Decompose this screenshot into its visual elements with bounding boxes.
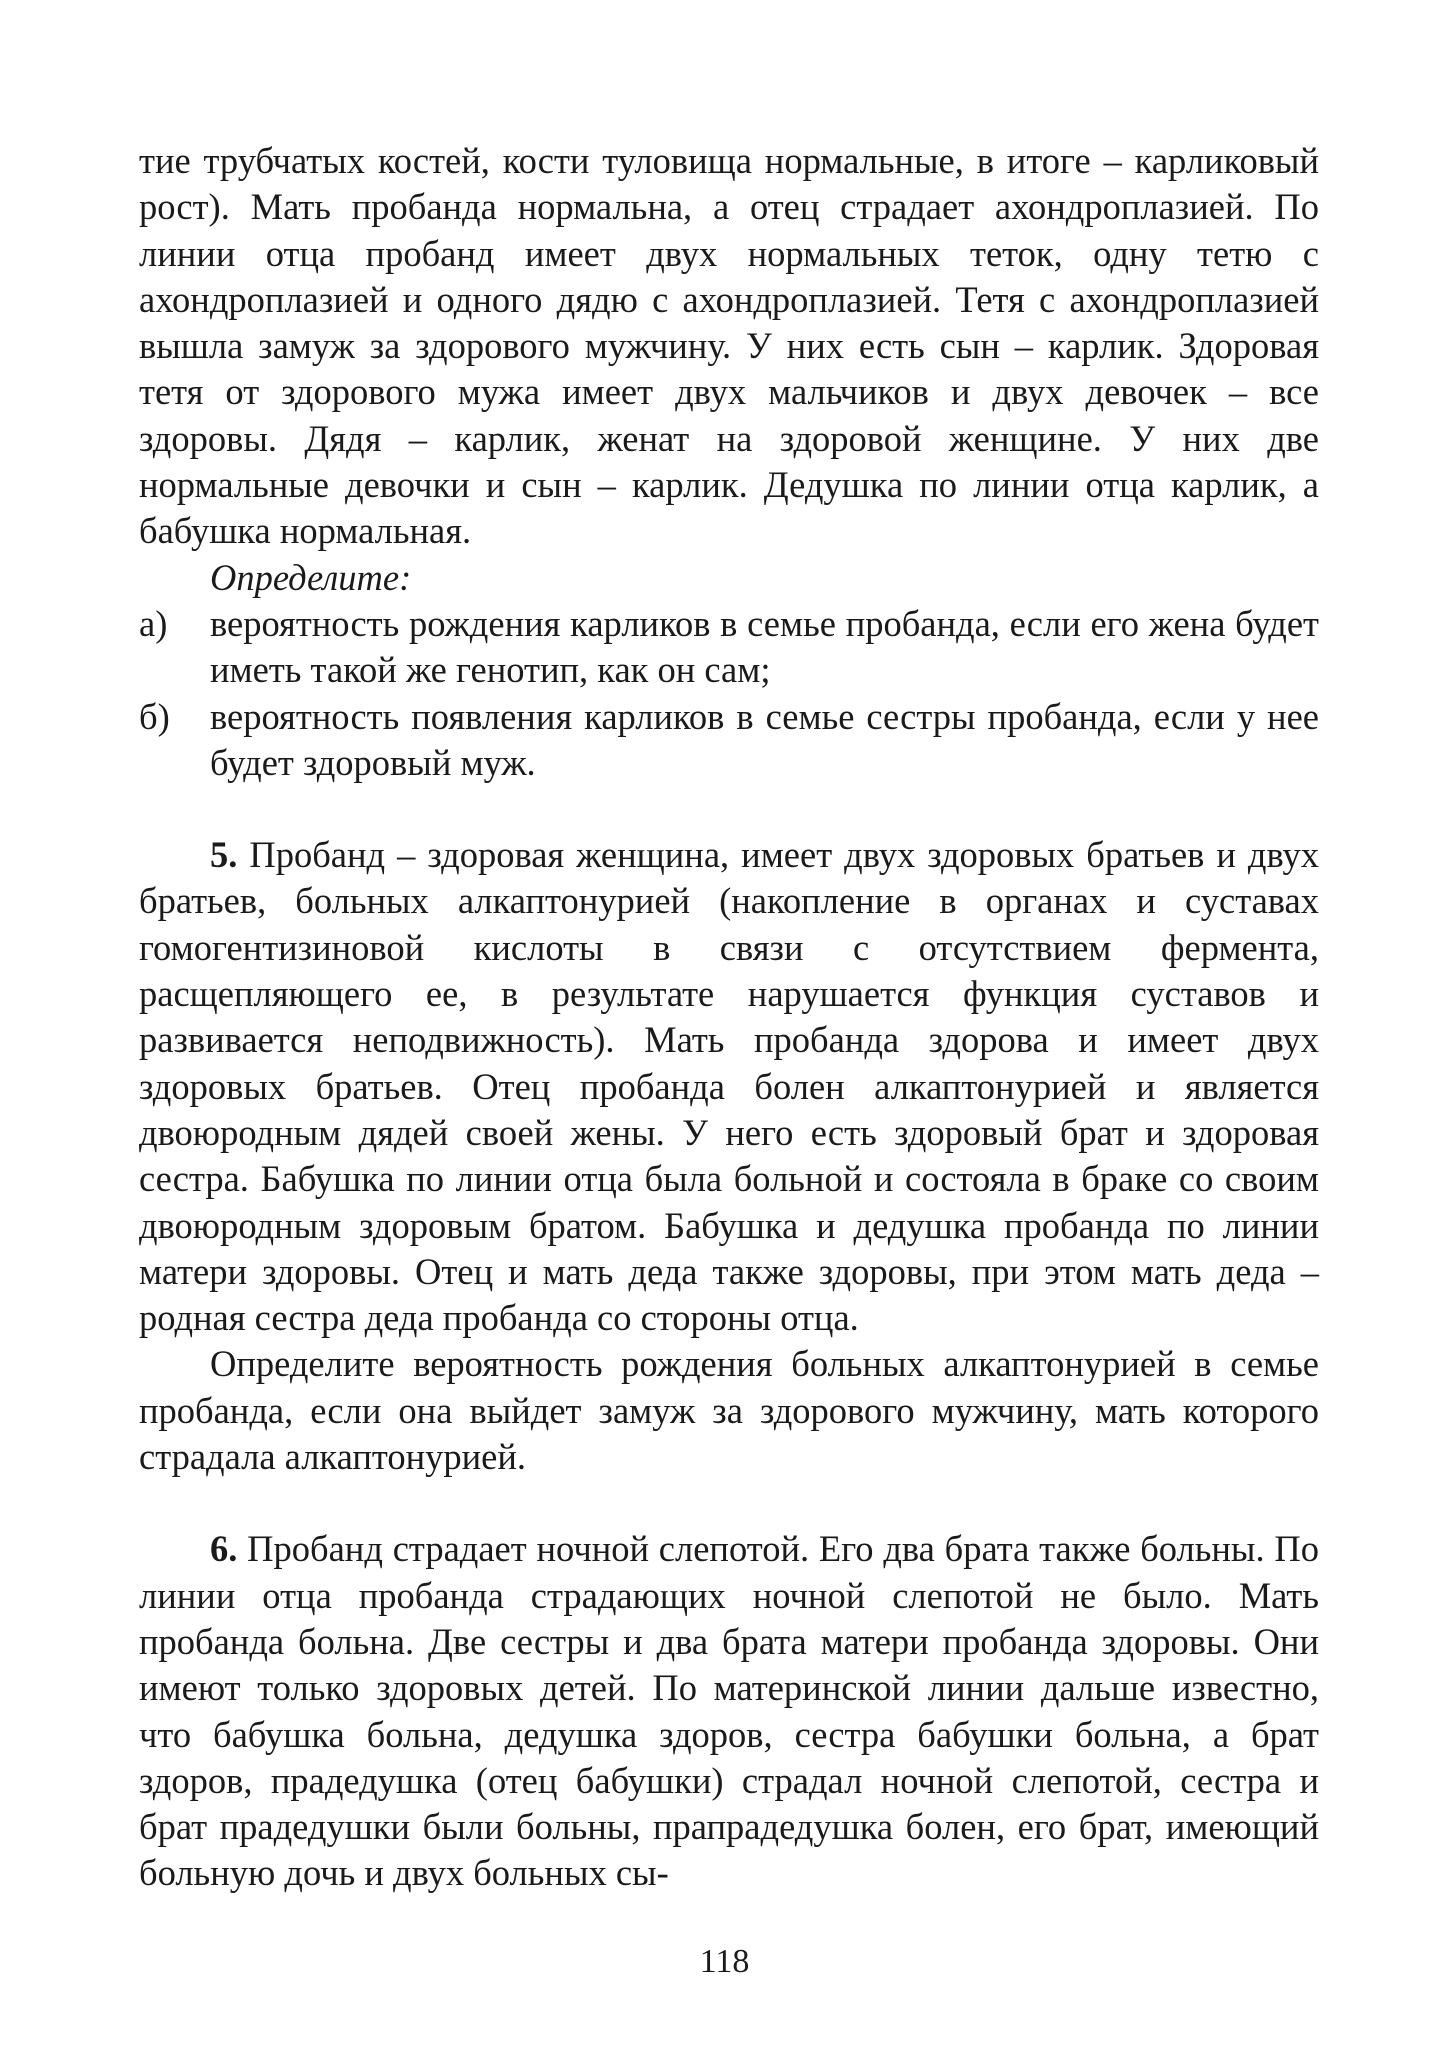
task-5-question: Определите вероятность рождения больных алкаптонурией в семье пробанда, если она выйдет замуж за здорового мужчину, мать которого страдала алкаптонурией.: [139, 1343, 1319, 1478]
question-text: вероятность появления карликов в семье сестры пробанда, если у нее будет здоровый муж.: [210, 695, 1319, 783]
list-marker: б): [139, 695, 170, 737]
task-5-paragraph: [139, 832, 1319, 1341]
continuation-paragraph: тие трубчатых костей, кости туловища нормальные, в итоге – карликовый рост). Мать пробанда нормальна, а отец страдает ахондроплазией. По линии отца пробанд имеет двух нормальных теток, одну тетю с ахондроплазией и одного дядю с ахондроплазией. Тетя с ахондроплазией вышла замуж за здорового мужчину. У них есть сын – карлик. Здоровая тетя от здорового мужа имеет двух мальчиков и двух девочек – все здоровы. Дядя – карлик, женат на здоровой женщине. У них две нормальные девочки и сын – карлик. Дедушка по линии отца карлик, а бабушка нормальная.: [139, 140, 1319, 552]
task-number: 6.: [210, 1528, 238, 1570]
task-6-paragraph: [139, 1526, 1319, 1896]
task-number: 5.: [210, 834, 238, 876]
task-text: Пробанд страдает ночной слепотой. Его два брата также больны. По линии отца пробанда страдающих ночной слепотой не было. Мать пробанда больна. Две сестры и два брата матери пробанда здоровы. Они имеют только здоровых детей. По материнской линии дальше известно, что бабушка больна, дедушка здоров, сестра бабушки больна, а брат здоров, прадедушка (отец бабушки) страдал ночной слепотой, сестра и брат прадедушки были больны, прапрадедушка болен, его брат, имеющий больную дочь и двух больных сы-: [139, 1528, 1319, 1894]
page-number: 118: [699, 1943, 750, 1980]
page-body: [139, 138, 1319, 1897]
section-gap: [139, 786, 1319, 832]
question-item-b: [139, 694, 1319, 787]
determine-label: Определите:: [210, 556, 412, 598]
question-item-a: [139, 601, 1319, 694]
task-text: Пробанд – здоровая женщина, имеет двух здоровых братьев и двух братьев, больных алкаптонурией (накопление в органах и суставах гомогентизиновой кислоты в связи с отсутствием фермента, расщепляющего ее, в результате нарушается функция суставов и развивается неподвижность). Мать пробанда здорова и имеет двух здоровых братьев. Отец пробанда болен алкаптонурией и является двоюродным дядей своей жены. У него есть здоровый брат и здоровая сестра. Бабушка по линии отца была больной и состояла в браке со своим двоюродным здоровым братом. Бабушка и дедушка пробанда по линии матери здоровы. Отец и мать деда также здоровы, при этом мать деда – родная сестра деда пробанда со стороны отца.: [139, 834, 1319, 1339]
list-marker: а): [139, 602, 168, 644]
section-gap: [139, 1480, 1319, 1526]
question-text: вероятность рождения карликов в семье пробанда, если его жена будет иметь такой же генотип, как он сам;: [210, 602, 1319, 691]
